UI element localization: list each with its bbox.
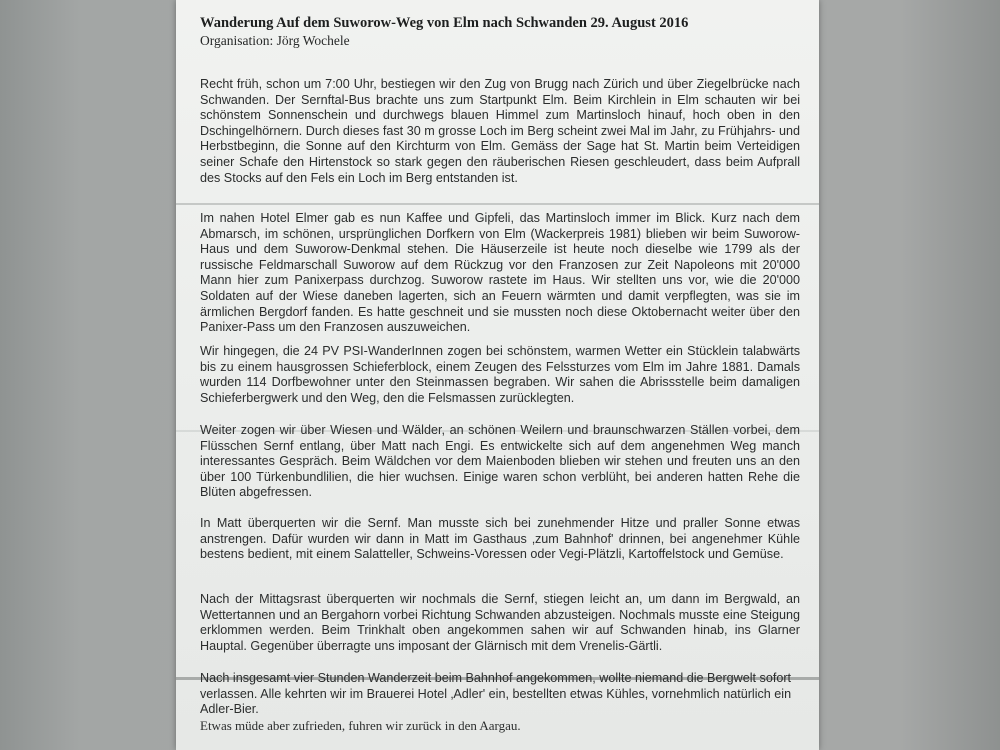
paragraph-2: Im nahen Hotel Elmer gab es nun Kaffee und Gipfeli, das Martinsloch immer im Blick. Kurz nach dem Abmarsch, im schönen, ursprünglichen Dorfkern von Elm (Wackerpreis 1981) blieben wir beim Suworow-Haus und dem Suworow-Denkmal stehen. Die Häuserzeile ist heute noch dieselbe wie 1799 als der russische Feldmarschall Suworow auf dem Rückzug vor den Franzosen zur Zeit Napoleons mit 20'000 Mann hier zum Panixerpass durchzog. Suworow rastete im Haus. Wir stellten uns vor, wie die 20'000 Soldaten auf der Wiese daneben lagerten, sich an Feuern wärmten und damit verpflegten, was sie im ärmlichen Bergdorf fanden. Es hatte geschneit und sie mussten noch diese Oktobernacht weiter über den Panixer-Pass um den Franzosen auszuweichen. <box>200 211 800 335</box>
paragraph-7: Nach insgesamt vier Stunden Wanderzeit beim Bahnhof angekommen, wollte niemand die Bergwelt sofort verlassen. Alle kehrten wir im Brauerei Hotel ‚Adler' ein, bestellten etwas Kühles, vornehmlich natürlich ein Adler-Bier. <box>200 671 792 717</box>
paragraph-3: Wir hingegen, die 24 PV PSI-WanderInnen zogen bei schönstem, warmen Wetter ein Stücklein talabwärts bis zu einem hausgrossen Schieferblock, einem Zeugen des Felssturzes vom Elm im Jahre 1881. Damals wurden 114 Dorfbewohner unter den Steinmassen begraben. Wir sahen die Abrissstelle beim damaligen Schieferbergwerk und den Weg, den die Felsmassen zurücklegten. <box>200 344 800 405</box>
document-title: Wanderung Auf dem Suworow-Weg von Elm nach Schwanden 29. August 2016 <box>200 15 689 31</box>
paragraph-5: In Matt überquerten wir die Sernf. Man musste sich bei zunehmender Hitze und praller Sonne etwas anstrengen. Dafür wurden wir dann in Matt im Gasthaus ‚zum Bahnhof' drinnen, bei angenehmer Kühle bestens bedient, mit einem Salatteller, Schweins-Voressen oder Vegi-Plätzli, Kartoffelstock und Gemüse. <box>200 516 800 562</box>
document-organisation: Organisation: Jörg Wochele <box>200 33 350 48</box>
paragraph-4: Weiter zogen wir über Wiesen und Wälder, an schönen Weilern und braunschwarzen Ställen vorbei, dem Flüsschen Sernf entlang, über Matt nach Engi. Es entwickelte sich auf dem angenehmen Weg manch interessantes Gespräch. Beim Wäldchen vor dem Maienboden blieben wir stehen und freuten uns an den über 100 Türkenbundlilien, die hier wuchsen. Einige waren schon verblüht, bei anderen hatten Rehe die Blüten abgefressen. <box>200 423 800 500</box>
paragraph-6: Nach der Mittagsrast überquerten wir nochmals die Sernf, stiegen leicht an, um dann im Bergwald, an Wettertannen und an Bergahorn vorbei Richtung Schwanden abzusteigen. Nochmals musste eine Steigung erklommen werden. Beim Trinkhalt oben angekommen sahen wir auf Schwanden hinab, ins Glarner Hauptal. Gegenüber überragte uns imposant der Glärnisch mit dem Vrenelis-Gärtli. <box>200 592 800 653</box>
closing-line: Etwas müde aber zufrieden, fuhren wir zurück in den Aargau. <box>200 718 521 733</box>
paragraph-1: Recht früh, schon um 7:00 Uhr, bestiegen wir den Zug von Brugg nach Zürich und über Ziegelbrücke nach Schwanden. Der Sernftal-Bus brachte uns zum Startpunkt Elm. Beim Kirchlein in Elm schauten wir bei schönstem Sonnenschein und durchwegs blauen Himmel zum Martinsloch hinauf, hoch oben in den Dschingelhörnern. Durch dieses fast 30 m grosse Loch im Berg scheint zwei Mal im Jahr, zu Frühjahrs- und Herbstbeginn, die Sonne auf den Kirchturm von Elm. Gemäss der Sage hat St. Martin beim Verteidigen seiner Schafe den Hirtenstock so stark gegen den räuberischen Riesen geschleudert, dass beim Aufprall des Stocks auf den Fels ein Loch im Berg entstanden ist. <box>200 77 800 185</box>
document-header <box>200 14 800 49</box>
paper-sheet <box>176 0 819 750</box>
paper-fold-line <box>176 203 819 205</box>
